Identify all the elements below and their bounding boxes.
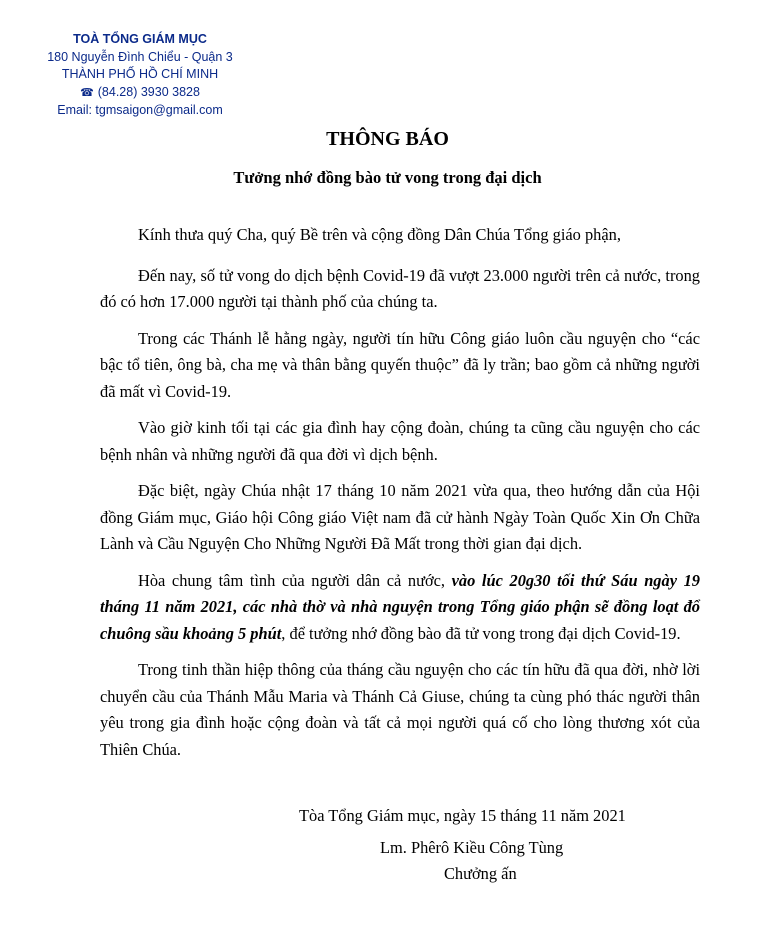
phone-icon: ☎ bbox=[80, 86, 94, 99]
signer-role: Chưởng ấn bbox=[444, 864, 517, 883]
body-paragraph: Đến nay, số tử vong do dịch bệnh Covid-19 đã vượt 23.000 người trên cả nước, trong đó có hơn 17.000 người tại thành phố của chúng ta. bbox=[100, 265, 700, 311]
org-email: Email: tgmsaigon@gmail.com bbox=[57, 103, 223, 118]
body-paragraph: Trong các Thánh lễ hằng ngày, người tín hữu Công giáo luôn cầu nguyện cho “các bậc tổ tiên, ông bà, cha mẹ và thân bằng quyến thuộc” đã ly trần; bao gồm cả những người đã mất vì Covid-19. bbox=[100, 328, 700, 401]
document-title: THÔNG BÁO bbox=[326, 128, 449, 150]
org-city: THÀNH PHỐ HỒ CHÍ MINH bbox=[61, 67, 219, 82]
letterhead bbox=[20, 31, 260, 120]
announcement-start: Hòa chung tâm tình của người dân cả nước, bbox=[138, 570, 452, 590]
body-paragraph: Đặc biệt, ngày Chúa nhật 17 tháng 10 năm 2021 vừa qua, theo hướng dẫn của Hội đồng Giám mục, Giáo hội Công giáo Việt nam đã cử hành Ngày Toàn Quốc Xin Ơn Chữa Lành và Cầu Nguyện Cho Những Người Đã Mất trong thời gian đại dịch. bbox=[100, 481, 700, 553]
signature-block bbox=[299, 803, 699, 887]
place-date: Tòa Tổng Giám mục, ngày 15 tháng 11 năm 2021 bbox=[299, 806, 626, 825]
announcement-end: , để tưởng nhớ đồng bào đã tử vong trong đại dịch Covid-19. bbox=[281, 623, 681, 643]
document-body bbox=[100, 222, 700, 773]
org-address: 180 Nguyễn Đình Chiểu - Quận 3 bbox=[47, 49, 233, 64]
salutation-paragraph: Kính thưa quý Cha, quý Bề trên và cộng đồng Dân Chúa Tổng giáo phận, bbox=[138, 225, 621, 244]
signer-name: Lm. Phêrô Kiều Công Tùng bbox=[380, 838, 564, 857]
org-phone-line bbox=[20, 84, 260, 103]
announcement-emphasis: vào lúc 20g30 tối thứ Sáu ngày 19 tháng 11 năm 2021, các nhà thờ và nhà nguyện trong Tổng giáo phận sẽ đồng loạt đổ chuông sầu khoảng 5 phút bbox=[100, 570, 700, 643]
org-name: TOÀ TỔNG GIÁM MỤC bbox=[73, 32, 207, 46]
body-paragraph: Vào giờ kinh tối tại các gia đình hay cộng đoàn, chúng ta cũng cầu nguyện cho các bệnh nhân và những người đã qua đời vì dịch bệnh. bbox=[100, 418, 700, 464]
org-phone: (84.28) 3930 3828 bbox=[97, 84, 200, 99]
document-subtitle: Tưởng nhớ đồng bào tử vong trong đại dịch bbox=[233, 168, 542, 187]
body-paragraph: Trong tinh thần hiệp thông của tháng cầu nguyện cho các tín hữu đã qua đời, nhờ lời chuyển cầu của Thánh Mẫu Maria và Thánh Cả Giuse, chúng ta cùng phó thác người thân yêu trong gia đình hoặc cộng đoàn và tất cả mọi người quá cố cho lòng thương xót của Thiên Chúa. bbox=[100, 660, 700, 759]
announcement-paragraph bbox=[100, 568, 700, 648]
